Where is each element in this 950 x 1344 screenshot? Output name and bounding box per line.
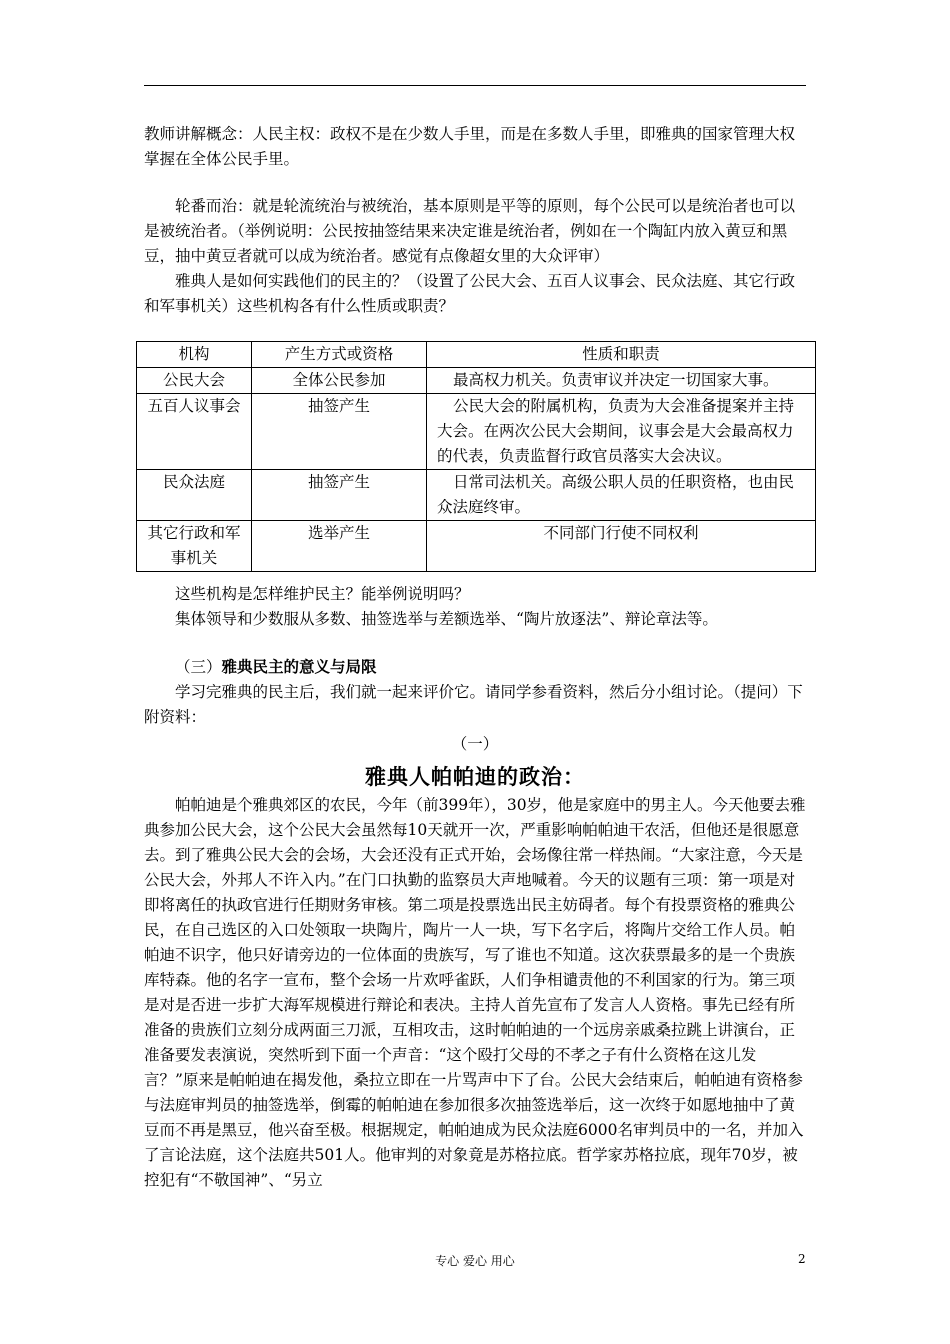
table-cell-duty — [427, 470, 816, 521]
header-rule — [144, 85, 806, 86]
paragraph-maintain: 这些机构是怎样维护民主？能举例说明吗？ — [175, 585, 470, 603]
table-cell-method: 选举产生 — [252, 521, 427, 572]
table-cell-org: 公民大会 — [137, 368, 252, 394]
story-text: 帕帕迪是个雅典郊区的农民，今年（前399年），30岁，他是家庭中的男主人。今天他要去雅典参加公民大会，这个公民大会虽然每10天就开一次，严重影响帕帕迪干农活，但他还是很愿意去。到了雅典公民大会的会场，大会还没有正式开始，会场像往常一样热闹。“大家注意，今天是公民大会，外邦人不许入内。”在门口执勤的监察员大声地喊着。今天的议题有三项：第一项是对即将离任的执政官进行任期财务审核。第二项是投票选出民主妨碍者。每个有投票资格的雅典公民，在自己选区的入口处领取一块陶片，陶片一人一块，写下名字后，将陶片交给工作人员。帕帕迪不识字，他只好请旁边的一位体面的贵族写，写了谁也不知道。这次获票最多的是一个贵族库特森。他的名字一宣布，整个会场一片欢呼雀跃，人们争相谴责他的不利国家的行为。第三项是对是否进一步扩大海军规模进行辩论和表决。主持人首先宣布了发言人人资格。事先已经有所准备的贵族们立刻分成两面三刀派，互相攻击，这时帕帕迪的一个远房亲戚桑拉跳上讲演台，正准备要发表演说，突然听到下面一个声音：“这个殴打父母的不孝之子有什么资格在这儿发言？”原来是帕帕迪在揭发他，桑拉立即在一片骂声中下了台。公民大会结束后，帕帕迪有资格参与法庭审判员的抽签选举，倒霉的帕帕迪在参加很多次抽签选举后，这一次终于如愿地抽中了黄豆而不再是黑豆，他兴奋至极。根据规定，帕帕迪成为民众法庭6000名审判员中的一名，并加入了言论法庭，这个法庭共501人。他审判的对象竟是苏格拉底。哲学家苏格拉底，现年70岁，被控犯有“不敬国神”、“另立 — [144, 796, 806, 1189]
duty-text: 最高权力机关。负责审议并决定一切国家大事。 — [453, 371, 779, 389]
footer-motto: 专心 爱心 用心 — [435, 1254, 515, 1268]
table-cell-method: 抽签产生 — [252, 394, 427, 470]
page-content — [144, 122, 806, 1193]
paragraph-question: 雅典人是如何实践他们的民主的？（设置了公民大会、五百人议事会、民众法庭、其它行政和军事机关）这些机构各有什么性质或职责？ — [144, 272, 796, 315]
paragraph-concept: 教师讲解概念：人民主权：政权不是在少数人手里，而是在多数人手里，即雅典的国家管理大权掌握在全体公民手里。 — [144, 125, 796, 168]
table-header: 性质和职责 — [427, 342, 816, 368]
table-row — [137, 521, 816, 572]
table-cell-method: 抽签产生 — [252, 470, 427, 521]
table-cell-method: 全体公民参加 — [252, 368, 427, 394]
table-cell-duty: 不同部门行使不同权利 — [427, 521, 816, 572]
duty-text: 日常司法机关。高级公职人员的任职资格，也由民众法庭终审。 — [437, 473, 795, 516]
table-cell-duty — [427, 394, 816, 470]
table-cell-org: 其它行政和军事机关 — [137, 521, 252, 572]
story-title: 雅典人帕帕迪的政治： — [365, 764, 585, 789]
table-header: 机构 — [137, 342, 252, 368]
section-title: 雅典民主的意义与局限 — [221, 657, 377, 676]
table-row — [137, 394, 816, 470]
table-cell-org: 民众法庭 — [137, 470, 252, 521]
section-number: （三） — [175, 658, 222, 676]
sub-number: （一） — [451, 735, 499, 753]
paragraph-methods: 集体领导和少数服从多数、抽签选举与差额选举、“陶片放逐法”、辩论章法等。 — [175, 610, 718, 628]
paragraph-evaluate: 学习完雅典的民主后，我们就一起来评价它。请同学参看资料，然后分小组讨论。（提问）下附资料： — [144, 683, 803, 726]
table-cell-duty — [427, 368, 816, 394]
table-cell-org: 五百人议事会 — [137, 394, 252, 470]
table-header: 产生方式或资格 — [252, 342, 427, 368]
institutions-table — [136, 341, 816, 572]
table-row — [137, 368, 816, 394]
table-header-row — [137, 342, 816, 368]
table-row — [137, 470, 816, 521]
section-heading — [144, 654, 806, 680]
paragraph-rotation: 轮番而治：就是轮流统治与被统治，基本原则是平等的原则，每个公民可以是统治者也可以是被统治者。（举例说明：公民按抽签结果来决定谁是统治者，例如在一个陶缸内放入黄豆和黑豆，抽中黄豆者就可以成为统治者。感觉有点像超女里的大众评审） — [144, 197, 796, 265]
page-number: 2 — [798, 1252, 806, 1266]
duty-text: 公民大会的附属机构，负责为大会准备提案并主持大会。在两次公民大会期间，议事会是大会最高权力的代表，负责监督行政官员落实大会决议。 — [437, 397, 795, 465]
